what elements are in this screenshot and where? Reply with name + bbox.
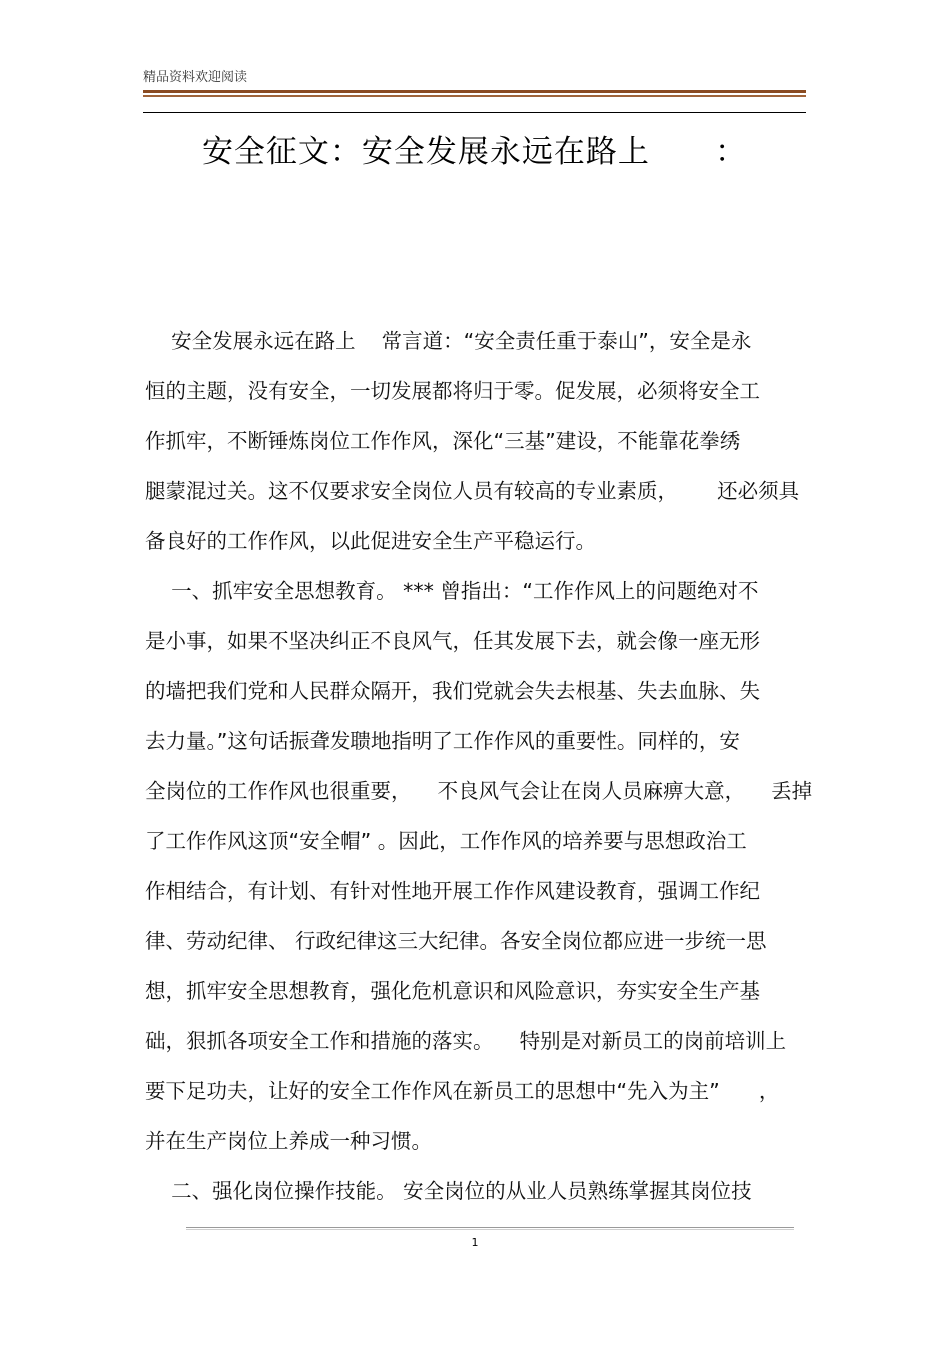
body-line: 全岗位的工作作风也很重要， 不良风气会让在岗人员麻痹大意， 丢掉 [145, 779, 813, 803]
body-line: 恒的主题，没有安全，一切发展都将归于零。促发展，必须将安全工 [145, 379, 760, 403]
body-line: 安全发展永远在路上 常言道：“安全责任重于泰山”，安全是永 [145, 329, 752, 353]
body-line: 备良好的工作作风，以此促进安全生产平稳运行。 [145, 529, 596, 553]
body-line: 了工作作风这顶“安全帽” 。因此，工作作风的培养要与思想政治工 [145, 829, 747, 853]
header-rule-thick [143, 90, 806, 93]
body-line: 作抓牢，不断锤炼岗位工作作风，深化“三基”建设，不能靠花拳绣 [145, 429, 741, 453]
body-line: 要下足功夫，让好的安全工作作风在新员工的思想中“先入为主” ， [145, 1079, 780, 1103]
body-line: 础，狠抓各项安全工作和措施的落实。 特别是对新员工的岗前培训上 [145, 1029, 787, 1053]
footer-rule [186, 1227, 794, 1228]
header-rule-secondary [143, 95, 806, 97]
body-line: 的墙把我们党和人民群众隔开，我们党就会失去根基、失去血脉、失 [145, 679, 760, 703]
body-line: 想，抓牢安全思想教育，强化危机意识和风险意识，夯实安全生产基 [145, 979, 760, 1003]
body-line: 作相结合，有计划、有针对性地开展工作作风建设教育，强调工作纪 [145, 879, 760, 903]
body-line: 腿蒙混过关。这不仅要求安全岗位人员有较高的专业素质， 还必须具 [145, 479, 800, 503]
document-title: 安全征文：安全发展永远在路上 ： [201, 134, 748, 170]
header-rule-thin [143, 112, 806, 113]
body-line: 并在生产岗位上养成一种习惯。 [145, 1129, 432, 1153]
body-line: 是小事，如果不坚决纠正不良风气，任其发展下去，就会像一座无形 [145, 629, 760, 653]
footer-rule-shadow [186, 1229, 794, 1230]
body-line: 去力量。”这句话振聋发聩地指明了工作作风的重要性。同样的，安 [145, 729, 740, 753]
page-number: 1 [471, 1236, 479, 1249]
body-line: 一、抓牢安全思想教育。 *** 曾指出：“工作作风上的问题绝对不 [145, 579, 759, 603]
header-text: 精品资料欢迎阅读 [143, 70, 248, 85]
body-line: 二、强化岗位操作技能。 安全岗位的从业人员熟练掌握其岗位技 [145, 1179, 752, 1203]
body-line: 律、劳动纪律、 行政纪律这三大纪律。各安全岗位都应进一步统一思 [145, 929, 767, 953]
